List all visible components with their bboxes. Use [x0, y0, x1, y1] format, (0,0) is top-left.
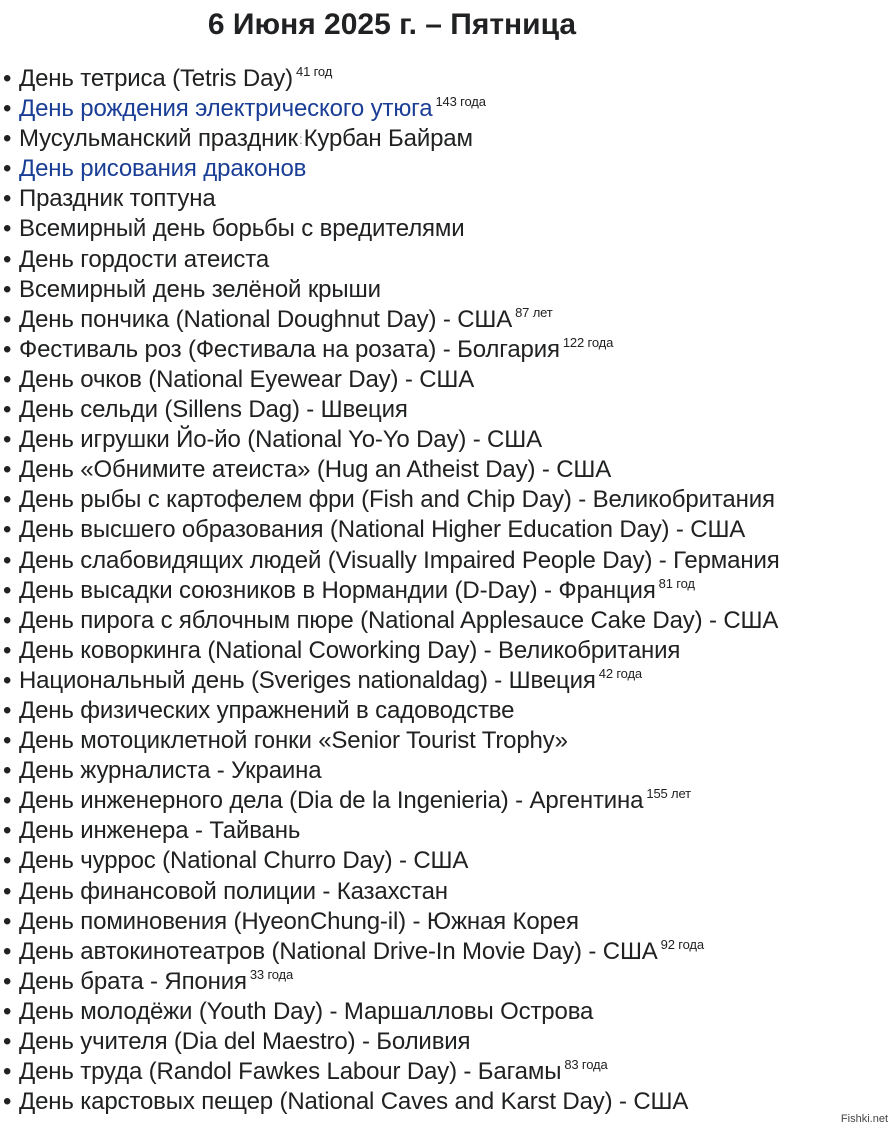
bullet: • — [3, 365, 12, 393]
bullet: • — [3, 426, 12, 454]
list-item — [3, 395, 892, 425]
page-title: 6 Июня 2025 г. – Пятница — [207, 8, 577, 41]
item-text: День инженерного дела (Dia de la Ingenieria) - Аргентина — [19, 787, 644, 815]
item-text: День поминовения (HyeonChung-il) - Южная Корея — [19, 907, 579, 935]
bullet: • — [3, 937, 12, 965]
item-text: День высадки союзников в Нормандии (D-Day) - Франция — [19, 576, 656, 604]
watermark: Fishki.net — [840, 1113, 888, 1125]
item-text: День физических упражнений в садоводстве — [19, 696, 515, 724]
list-item — [3, 726, 892, 756]
list-item — [3, 515, 892, 545]
bullet: • — [3, 666, 12, 694]
anniversary-note: 155 лет — [646, 786, 691, 802]
item-text: День финансовой полиции - Казахстан — [19, 877, 448, 905]
list-item — [3, 1027, 892, 1057]
list-item — [3, 576, 892, 606]
bullet: • — [3, 456, 12, 484]
bullet: • — [3, 967, 12, 995]
list-item — [3, 275, 892, 305]
item-text: Национальный день (Sveriges nationaldag) - Швеция — [19, 666, 596, 694]
item-text: День тетриса (Tetris Day) — [19, 65, 293, 92]
list-item — [3, 425, 892, 455]
bullet: • — [3, 877, 12, 905]
anniversary-note: 42 года — [598, 665, 642, 681]
list-item — [3, 485, 892, 515]
item-text: День автокинотеатров (National Drive-In Movie Day) - США — [19, 937, 658, 965]
list-item — [3, 365, 892, 395]
anniversary-note: 122 года — [562, 334, 614, 350]
item-text: День сельди (Sillens Dag) - Швеция — [19, 396, 408, 424]
anniversary-note: 81 год — [658, 575, 695, 591]
list-item — [3, 877, 892, 907]
list-item — [3, 546, 892, 576]
bullet: • — [3, 787, 12, 815]
item-text-continued: Курбан Байрам — [303, 125, 473, 153]
bullet: • — [3, 275, 12, 303]
list-item — [3, 245, 892, 275]
list-item — [3, 636, 892, 666]
anniversary-note: 87 лет — [515, 304, 553, 320]
item-text: День высшего образования (National Higher Education Day) - США — [19, 516, 746, 544]
item-text: Всемирный день зелёной крыши — [19, 275, 381, 303]
list-item — [3, 335, 892, 365]
item-link[interactable]: День рождения электрического утюга — [19, 95, 433, 123]
item-text: День «Обнимите атеиста» (Hug an Atheist Day) - США — [19, 456, 612, 484]
list-item — [3, 756, 892, 786]
bullet: • — [3, 576, 12, 604]
list-item — [3, 846, 892, 876]
list-item — [3, 696, 892, 726]
bullet: • — [3, 847, 12, 875]
item-text: День гордости атеиста — [19, 245, 270, 273]
bullet: • — [3, 1088, 12, 1116]
bullet: • — [3, 997, 12, 1025]
item-text: День молодёжи (Youth Day) - Маршалловы Острова — [19, 997, 594, 1025]
list-item — [3, 1057, 892, 1087]
item-text: День очков (National Eyewear Day) - США — [19, 365, 475, 393]
bullet: • — [3, 215, 12, 243]
list-item — [3, 937, 892, 967]
holiday-list — [3, 64, 892, 1117]
list-item[interactable] — [3, 154, 892, 184]
item-text: День учителя (Dia del Maestro) - Боливия — [19, 1028, 471, 1055]
bullet: • — [3, 305, 12, 333]
list-item — [3, 967, 892, 997]
bullet: • — [3, 696, 12, 724]
list-item — [3, 305, 892, 335]
anniversary-note: 41 год — [296, 64, 333, 79]
anniversary-note: 33 года — [249, 966, 294, 982]
anniversary-note: 83 года — [564, 1057, 608, 1073]
item-text: День игрушки Йо-йо (National Yo-Yo Day) - США — [19, 426, 542, 454]
bullet: • — [3, 606, 12, 634]
bullet: • — [3, 245, 12, 273]
item-text: День пончика (National Doughnut Day) - США — [19, 305, 513, 333]
item-text: Всемирный день борьбы с вредителями — [19, 215, 465, 243]
item-text: День чуррос (National Churro Day) - США — [19, 847, 469, 875]
item-text: День коворкинга (National Coworking Day) - Великобритания — [19, 636, 681, 664]
item-link[interactable]: День рисования драконов — [19, 155, 307, 183]
list-item — [3, 997, 892, 1027]
bullet: • — [3, 155, 12, 183]
list-item — [3, 786, 892, 816]
list-item — [3, 184, 892, 214]
list-item — [3, 907, 892, 937]
item-text: День мотоциклетной гонки «Senior Tourist Trophy» — [19, 727, 568, 755]
item-text: День карстовых пещер (National Caves and Karst Day) - США — [19, 1088, 689, 1116]
bullet: • — [3, 727, 12, 755]
item-text: Мусульманский праздник — [19, 125, 298, 153]
bullet: • — [3, 636, 12, 664]
item-text: День инженера - Тайвань — [19, 817, 301, 845]
list-item[interactable] — [3, 94, 892, 124]
item-text: Фестиваль роз (Фестивала на розата) - Болгария — [19, 335, 560, 363]
bullet: • — [3, 396, 12, 424]
item-text: День пирога с яблочным пюре (National Applesauce Cake Day) - США — [19, 606, 779, 634]
bullet: • — [3, 65, 12, 92]
list-item — [3, 606, 892, 636]
bullet: • — [3, 95, 12, 123]
anniversary-note: 92 года — [660, 936, 704, 952]
list-item — [3, 666, 892, 696]
item-text: День брата - Япония — [19, 967, 247, 995]
item-text: Праздник топтуна — [19, 185, 216, 213]
list-item — [3, 816, 892, 846]
bullet: • — [3, 1058, 12, 1086]
bullet: • — [3, 335, 12, 363]
bullet: • — [3, 546, 12, 574]
bullet: • — [3, 907, 12, 935]
item-text: День труда (Randol Fawkes Labour Day) - Багамы — [19, 1058, 562, 1086]
item-text: День рыбы с картофелем фри (Fish and Chip Day) - Великобритания — [19, 486, 775, 514]
list-item — [3, 64, 892, 94]
list-item — [3, 214, 892, 244]
bullet: • — [3, 817, 12, 845]
bullet: • — [3, 516, 12, 544]
item-separator: : — [298, 131, 303, 148]
bullet: • — [3, 757, 12, 785]
anniversary-note: 143 года — [435, 94, 486, 110]
list-item — [3, 1087, 892, 1117]
item-text: День слабовидящих людей (Visually Impaired People Day) - Германия — [19, 546, 780, 574]
item-text: День журналиста - Украина — [19, 757, 322, 785]
bullet: • — [3, 1028, 12, 1055]
list-item — [3, 455, 892, 485]
bullet: • — [3, 125, 12, 153]
bullet: • — [3, 486, 12, 514]
bullet: • — [3, 185, 12, 213]
list-item — [3, 124, 892, 154]
